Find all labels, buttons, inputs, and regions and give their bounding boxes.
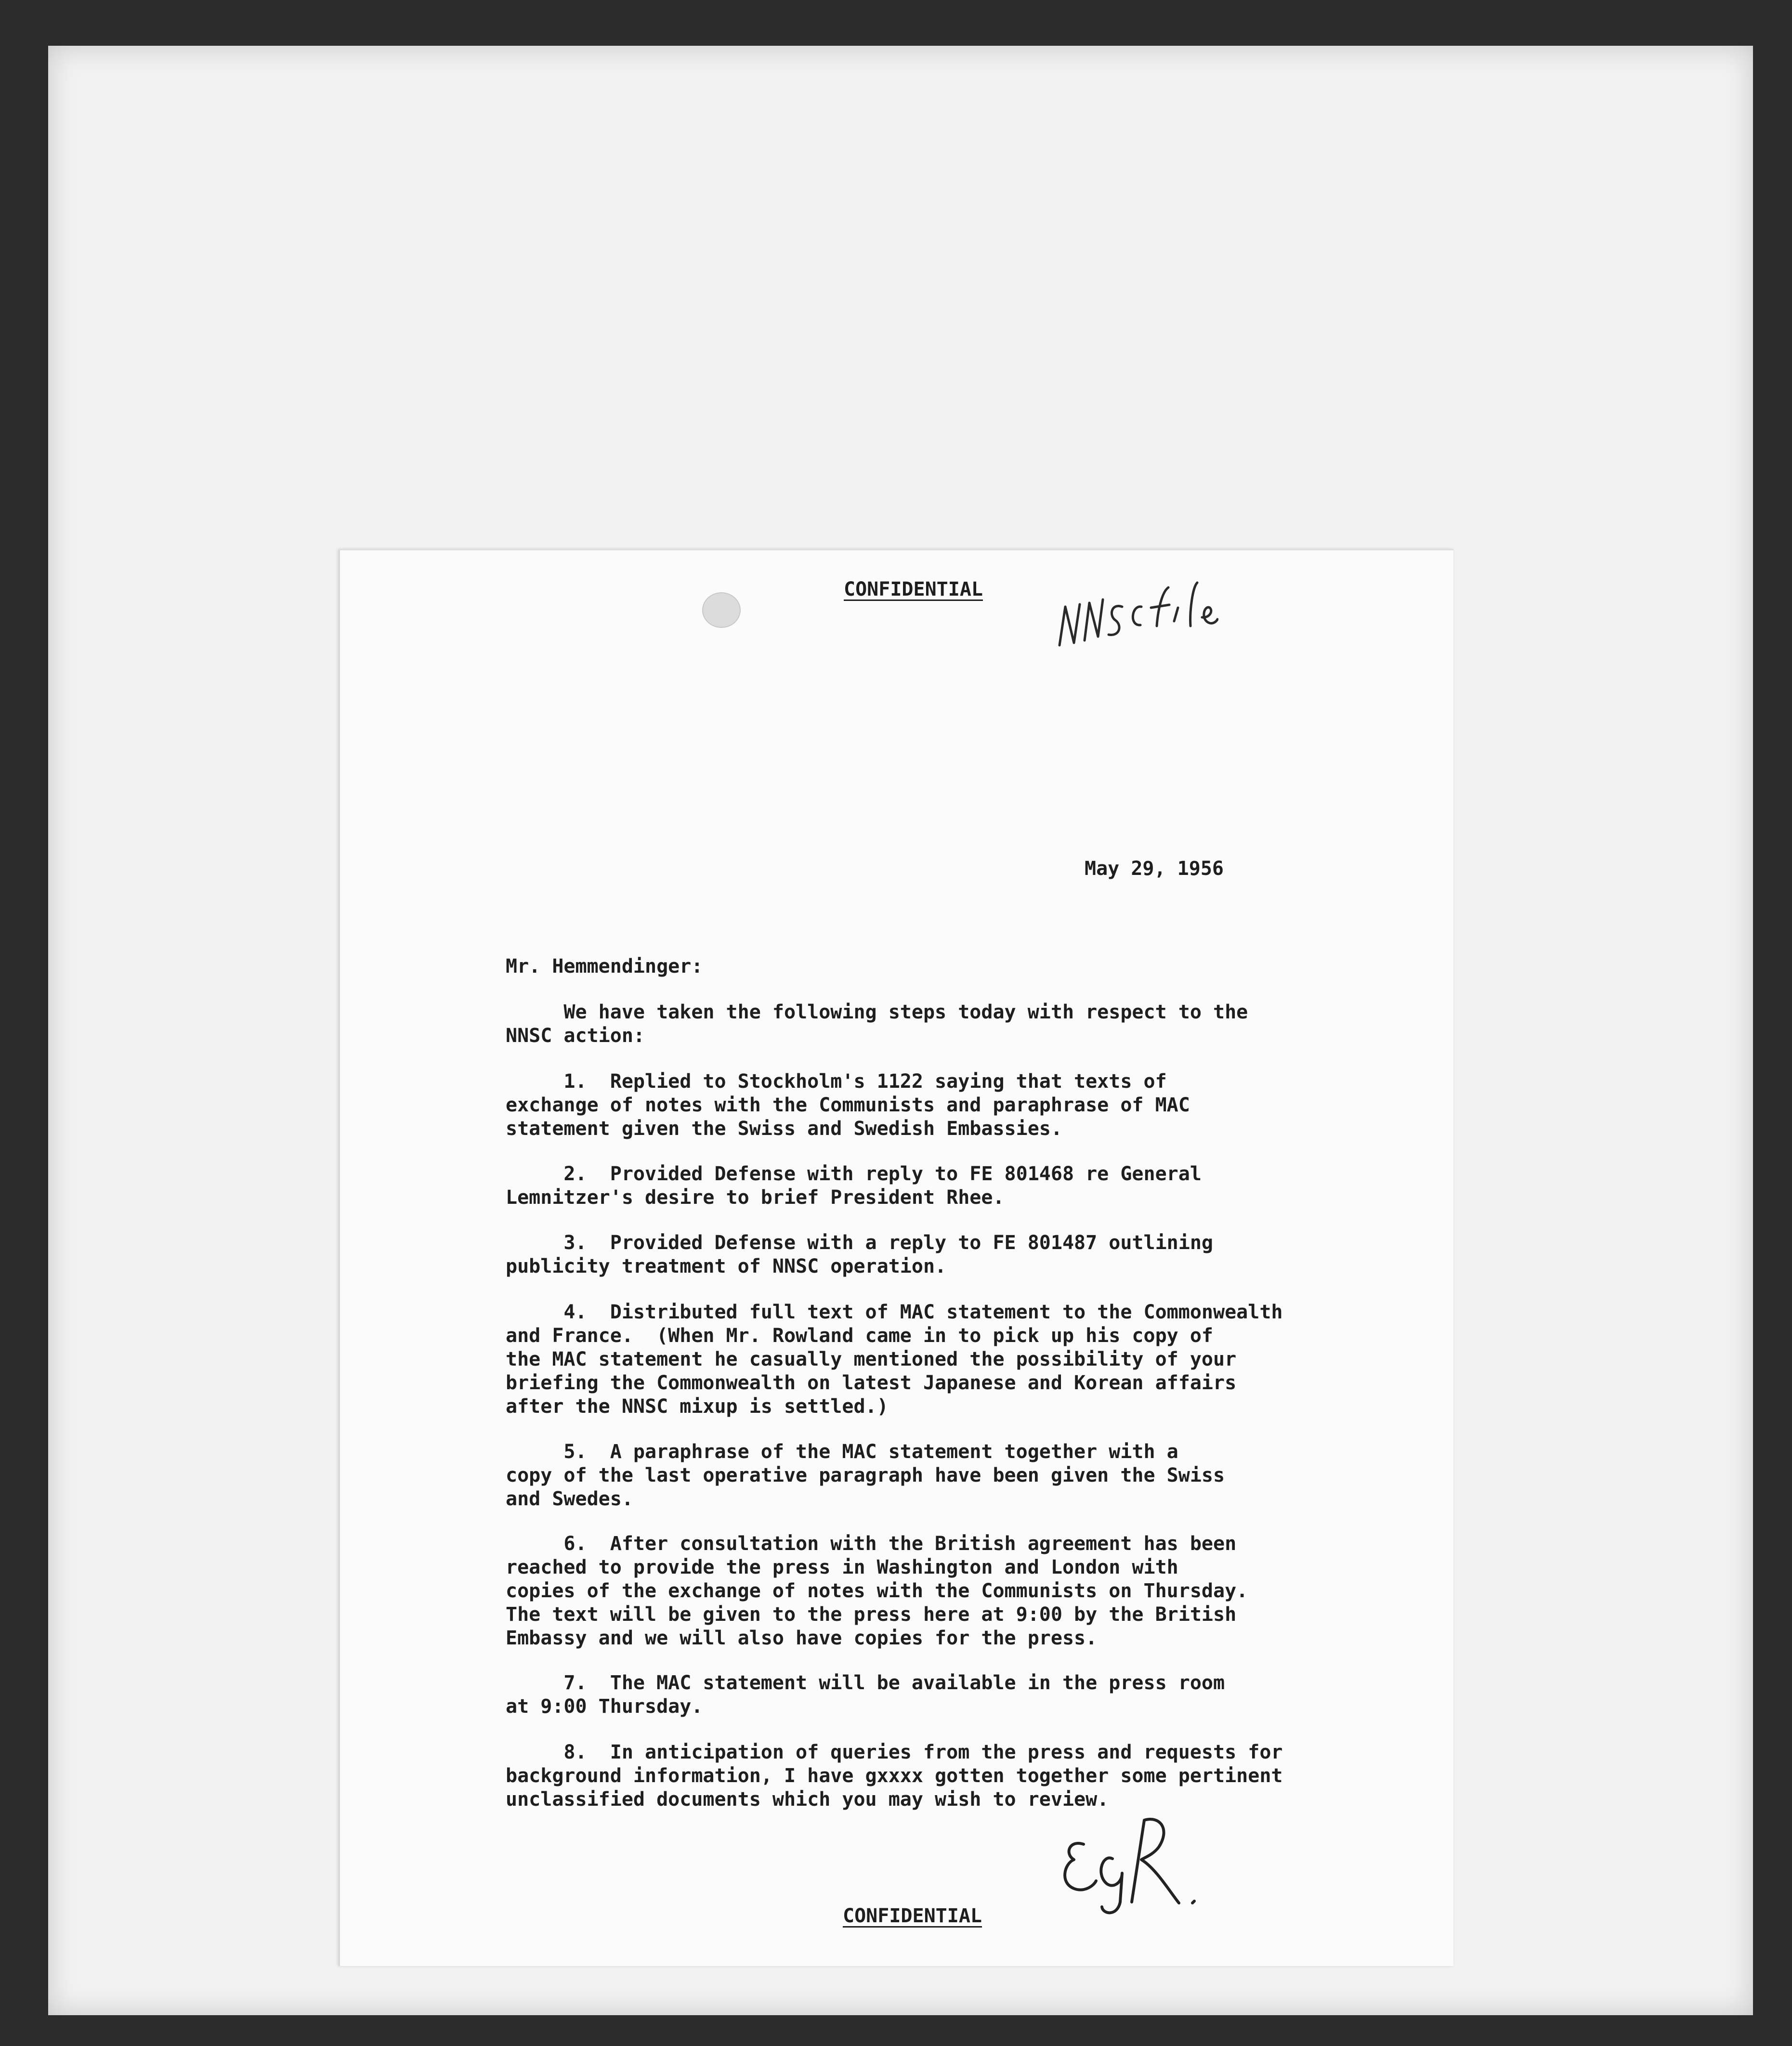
paragraph-2: 2. Provided Defense with reply to FE 801468 re General Lemnitzer's desire to brief President Rhee. [506,1163,1202,1209]
paragraph-6: 6. After consultation with the British agreement has been reached to provide the press in Washington and London with copies of the exchange of notes with the Communists on Thursday. The text will be given to the press here at 9:00 by the British Embassy and we will also have copies for the press. [506,1533,1248,1649]
paragraph-4: 4. Distributed full text of MAC statement to the Commonwealth and France. (When Mr. Rowland came in to pick up his copy of the MAC statement he casually mentioned the possibility of your briefing the Commonwealth on latest Japanese and Korean affairs after the NNSC mixup is settled.) [506,1301,1283,1418]
footer-classification: CONFIDENTIAL [843,1905,982,1927]
letter-date: May 29, 1956 [1085,858,1224,880]
paragraph-5: 5. A paraphrase of the MAC statement together with a copy of the last operative paragraph have been given the Swiss and Swedes. [506,1441,1225,1510]
handwritten-signature [1050,1801,1214,1926]
punch-hole [702,592,741,628]
paragraph-7: 7. The MAC statement will be available in the press room at 9:00 Thursday. [506,1672,1225,1718]
intro-paragraph: We have taken the following steps today with respect to the NNSC action: [506,1001,1248,1047]
paragraph-8: 8. In anticipation of queries from the press and requests for background information, I have gxxxx gotten together some pertinent unclassified documents which you may wish to review. [506,1741,1283,1811]
salutation: Mr. Hemmendinger: [506,955,703,977]
header-classification: CONFIDENTIAL [844,578,983,600]
paragraph-1: 1. Replied to Stockholm's 1122 saying that texts of exchange of notes with the Communists and paraphrase of MAC statement given the Swiss and Swedish Embassies. [506,1070,1190,1140]
handwritten-annotation [1055,573,1218,660]
paragraph-3: 3. Provided Defense with a reply to FE 801487 outlining publicity treatment of NNSC operation. [506,1232,1214,1277]
